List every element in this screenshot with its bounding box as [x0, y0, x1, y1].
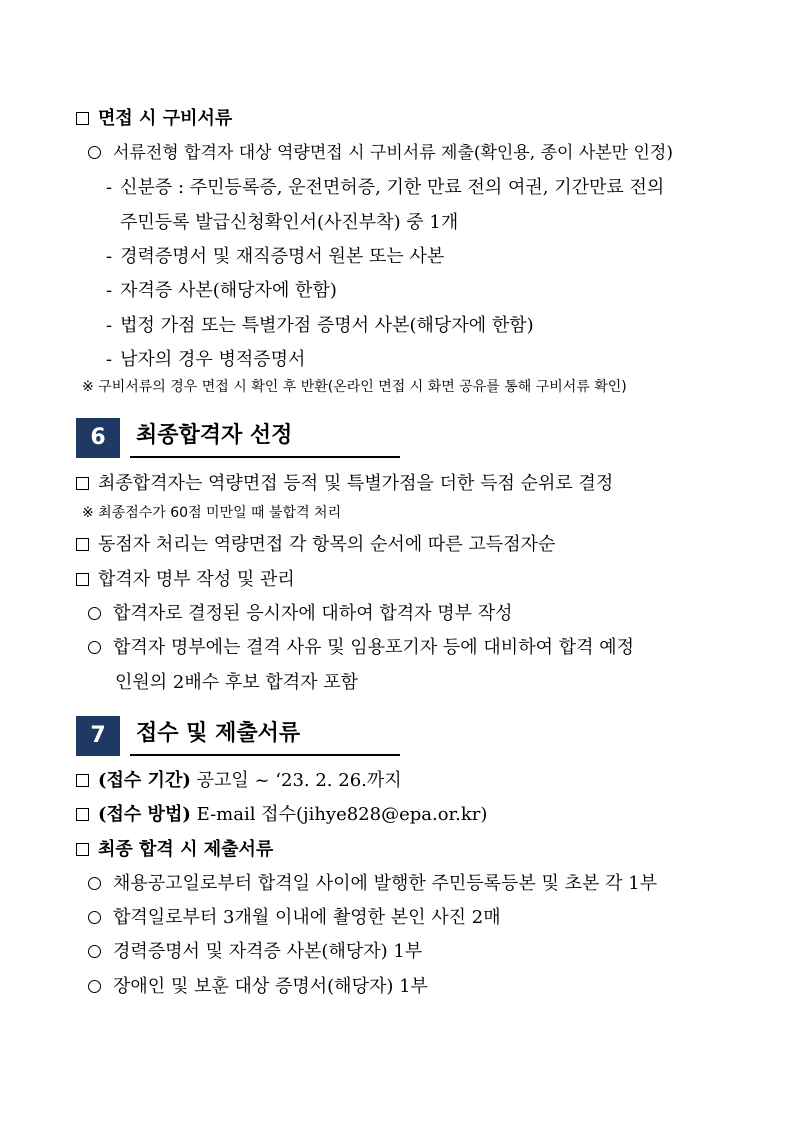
list-item: 합격자 명부 작성 및 관리: [76, 568, 295, 592]
list-subitem: - 남자의 경우 병적증명서: [106, 349, 306, 370]
checkbox-square-icon: [76, 112, 89, 125]
circle-bullet-icon: [88, 641, 101, 654]
list-subitem: - 신분증 : 주민등록증, 운전면허증, 기한 만료 전의 여권, 기간만료 전의: [106, 177, 665, 198]
list-subitem: 채용공고일로부터 합격일 사이에 발행한 주민등록등본 및 초본 각 1부: [88, 872, 657, 896]
checkbox-square-icon: [76, 573, 89, 586]
list-subitem: 합격자 명부에는 결격 사유 및 임용포기자 등에 대비하여 합격 예정: [88, 636, 634, 660]
circle-bullet-icon: [88, 980, 101, 993]
checkbox-square-icon: [76, 808, 89, 821]
circle-bullet-icon: [88, 607, 101, 620]
list-item: (접수 기간) 공고일 ~ ‘23. 2. 26.까지: [76, 769, 402, 793]
section-number-badge: 7: [76, 716, 120, 756]
checkbox-square-icon: [76, 774, 89, 787]
section-title: 접수 및 제출서류: [136, 721, 301, 746]
checkbox-square-icon: [76, 538, 89, 551]
heading-interview-documents: 면접 시 구비서류: [76, 107, 232, 131]
section-number-badge: 6: [76, 418, 120, 458]
checkbox-square-icon: [76, 477, 89, 490]
list-subitem: - 법정 가점 또는 특별가점 증명서 사본(해당자에 한함): [106, 315, 534, 336]
list-subitem-continued: 주민등록 발급신청확인서(사진부착) 중 1개: [120, 212, 459, 233]
section-underline: [130, 456, 400, 458]
list-item: 서류전형 합격자 대상 역량면접 시 구비서류 제출(확인용, 종이 사본만 인정): [88, 141, 673, 165]
circle-bullet-icon: [88, 877, 101, 890]
list-subitem: - 자격증 사본(해당자에 한함): [106, 280, 337, 301]
list-item: (접수 방법) E-mail 접수(jihye828@epa.or.kr): [76, 803, 487, 827]
list-subitem: 장애인 및 보훈 대상 증명서(해당자) 1부: [88, 975, 428, 999]
circle-bullet-icon: [88, 945, 101, 958]
list-subitem-continued: 인원의 2배수 후보 합격자 포함: [115, 672, 358, 693]
list-item: 최종합격자는 역량면접 등적 및 특별가점을 더한 득점 순위로 결정: [76, 472, 613, 496]
circle-bullet-icon: [88, 911, 101, 924]
note-text: ※ 구비서류의 경우 면접 시 확인 후 반환(온라인 면접 시 화면 공유를 통해 구비서류 확인): [82, 379, 627, 395]
list-subitem: 합격일로부터 3개월 이내에 촬영한 본인 사진 2매: [88, 906, 501, 930]
section-title: 최종합격자 선정: [136, 423, 293, 448]
circle-bullet-icon: [88, 146, 101, 159]
section-underline: [130, 754, 400, 756]
list-subitem: 합격자로 결정된 응시자에 대하여 합격자 명부 작성: [88, 602, 512, 626]
list-subitem: 경력증명서 및 자격증 사본(해당자) 1부: [88, 940, 422, 964]
checkbox-square-icon: [76, 843, 89, 856]
list-item: 최종 합격 시 제출서류: [76, 838, 273, 862]
list-subitem: - 경력증명서 및 재직증명서 원본 또는 사본: [106, 246, 445, 267]
note-text: ※ 최종점수가 60점 미만일 때 불합격 처리: [82, 505, 342, 521]
list-item: 동점자 처리는 역량면접 각 항목의 순서에 따른 고득점자순: [76, 533, 555, 557]
